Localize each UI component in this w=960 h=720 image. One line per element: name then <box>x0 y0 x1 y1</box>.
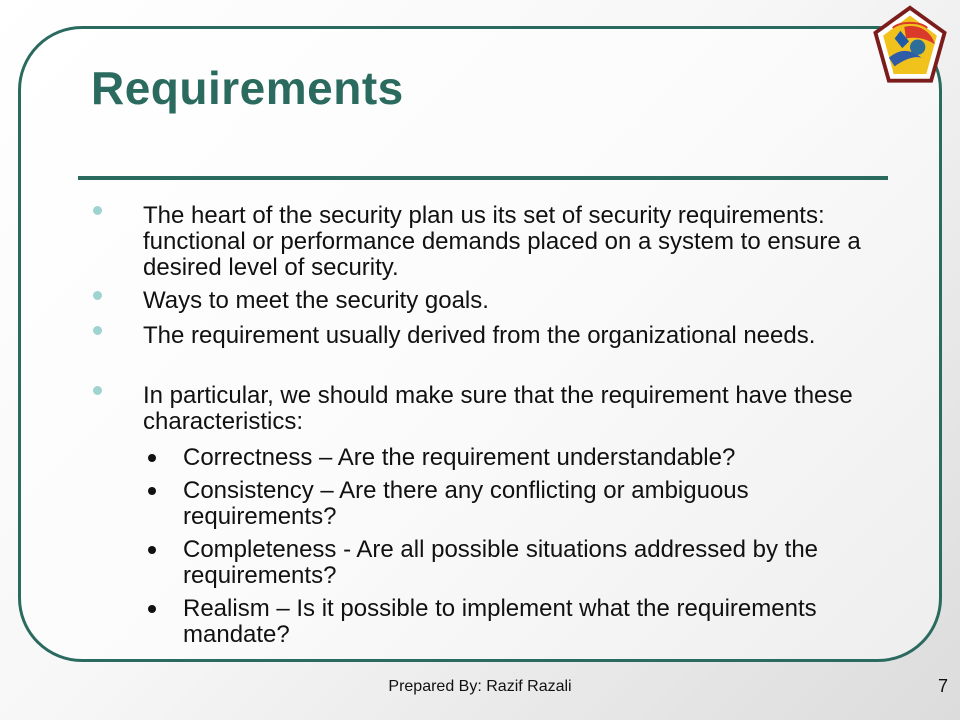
sub-bullet-item <box>183 445 883 471</box>
sub-bullet-text: Realism – Is it possible to implement what the requirements mandate? <box>183 595 817 648</box>
bullet-text: Ways to meet the security goals. <box>143 287 489 314</box>
sub-bullet-item <box>183 537 883 589</box>
slide-footer: Prepared By: Razif Razali <box>388 678 572 695</box>
sub-bullet-item <box>183 478 883 530</box>
bullet-text: The requirement usually derived from the organizational needs. <box>143 322 816 349</box>
page-number: 7 <box>937 676 948 696</box>
sub-bullet-dot-icon <box>148 605 156 613</box>
bullet-item <box>143 383 903 435</box>
sub-bullet-text: Correctness – Are the requirement understandable? <box>183 444 736 471</box>
institution-logo-icon <box>862 2 958 98</box>
bullet-item <box>143 323 903 349</box>
sub-bullet-item <box>183 596 883 648</box>
bullet-dot-icon <box>93 291 102 300</box>
sub-bullet-text: Consistency – Are there any conflicting or ambiguous requirements? <box>183 477 749 530</box>
bullet-dot-icon <box>93 206 102 215</box>
sub-bullet-dot-icon <box>148 487 156 495</box>
sub-bullet-dot-icon <box>148 546 156 554</box>
bullet-text: The heart of the security plan us its set of security requirements: functional or performance demands placed on a system to ensure a desired level of security. <box>143 202 861 281</box>
bullet-dot-icon <box>93 326 102 335</box>
sub-bullet-text: Completeness - Are all possible situations addressed by the requirements? <box>183 536 819 589</box>
bullet-item <box>143 203 903 281</box>
bullet-item <box>143 288 903 314</box>
bullet-text: In particular, we should make sure that the requirement have these characteristics: <box>143 382 853 435</box>
title-divider <box>78 176 888 180</box>
sub-bullet-dot-icon <box>148 454 156 462</box>
bullet-dot-icon <box>93 386 102 395</box>
slide-title: Requirements <box>91 62 404 114</box>
